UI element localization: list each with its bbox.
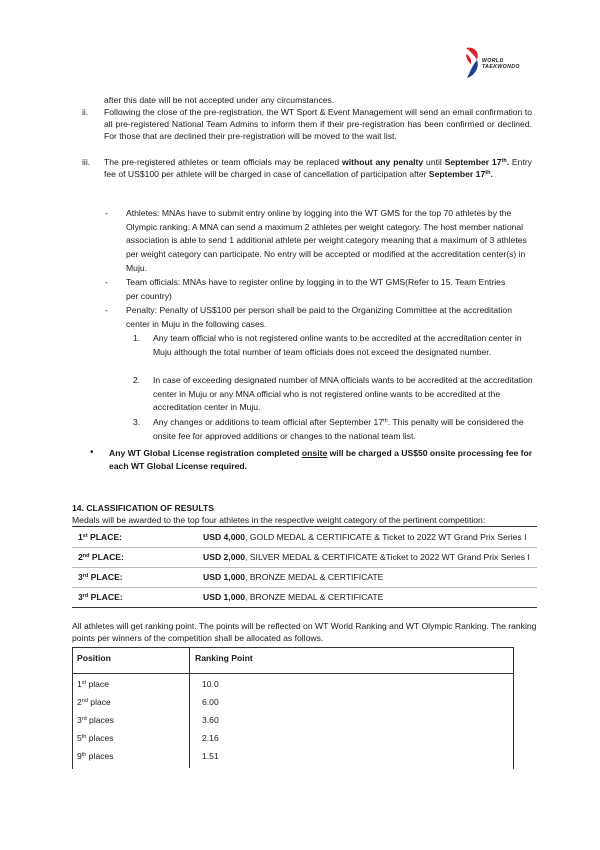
table-row: 5th places 2.16	[72, 732, 514, 750]
table-row: 3rd places 3.60	[72, 714, 514, 732]
column-header: Position	[72, 647, 190, 674]
medal-row: 3rd PLACE: USD 1,000, BRONZE MEDAL & CERTIFICATE	[78, 572, 384, 582]
table-row: 9th places 1.51	[72, 750, 514, 768]
list-item: Athletes: MNAs have to submit entry online by logging into the WT GMS for the top 70 athletes by the Olympic ranking. A MNA can send a maximum 2 athletes per weight category. The host member national association is able to send 1 additional athlete per weight category meaning that a maximum of 3 athletes per weight category can participate. No entry will be accepted or modified at the accreditation center(s) in Muju.	[126, 208, 527, 273]
section-intro: Medals will be awarded to the top four athletes in the respective weight category of the pertinent competition:	[72, 515, 486, 525]
list-item: Penalty: Penalty of US$100 per person shall be paid to the Organizing Committee at the accreditation center in Muju in the following cases.	[126, 305, 512, 329]
continuation-text: after this date will be not accepted under any circumstances.	[104, 95, 335, 105]
list-item: Team officials: MNAs have to register online by logging in to the WT GMS(Refer to 15. Team Entries per country)	[126, 277, 506, 301]
section-heading: 14. CLASSIFICATION OF RESULTS	[72, 503, 214, 513]
list-item: Any changes or additions to team official after September 17th. This penalty will be considered the onsite fee for approved additions or changes to the national team list.	[153, 417, 524, 441]
list-item: Any team official who is not registered online wants to be accredited at the accreditation center in Muju although the total number of team officials does not exceed the designated number.	[153, 333, 522, 357]
table-row: 1st place 10.0	[72, 674, 514, 697]
dash-marker: -	[105, 208, 108, 218]
world-taekwondo-logo	[462, 46, 552, 82]
dash-marker: -	[105, 305, 108, 315]
number-marker: 3.	[133, 417, 141, 427]
list-item: Following the close of the pre-registration, the WT Sport & Event Management will send an email confirmation to all pre-registered National Team Admins to inform them if their pre-registration has been confirmed or declined. For those that are declined their pre-registration will be moved to the wait list.	[104, 107, 532, 142]
list-marker: iii.	[82, 157, 91, 167]
dash-marker: -	[105, 277, 108, 287]
ranking-table	[72, 647, 514, 768]
license-fee-note: Any WT Global License registration completed onsite will be charged a US$50 onsite processing fee for each WT Global License required.	[109, 448, 533, 472]
logo-wordmark: WORLD TAEKWONDO	[482, 58, 520, 70]
row-divider	[72, 587, 537, 588]
row-divider	[72, 567, 537, 568]
ranking-intro: All athletes will get ranking point. The points will be reflected on WT World Ranking and WT Olympic Ranking. The ranking points per winners of the competition shall be allocated as follows.	[72, 621, 537, 644]
column-header: Ranking Point	[190, 647, 515, 674]
row-divider	[72, 547, 537, 548]
medal-row: 1st PLACE: USD 4,000, GOLD MEDAL & CERTIFICATE & Ticket to 2022 WT Grand Prix Series I	[78, 532, 527, 542]
medal-row: 3rd PLACE: USD 1,000, BRONZE MEDAL & CERTIFICATE	[78, 592, 384, 602]
table-rule	[72, 607, 537, 608]
list-marker: ii.	[82, 107, 89, 117]
list-item: In case of exceeding designated number of MNA officials wants to be accredited at the accreditation center in Muju or any MNA official who is not registered online wants to be accredited at the accreditation center in Muju.	[153, 375, 533, 413]
taekwondo-emblem-icon	[462, 46, 484, 80]
list-item: The pre-registered athletes or team officials may be replaced without any penalty until September 17th. Entry fee of US$100 per athlete will be charged in case of cancellation of participation after September 17th.	[104, 157, 532, 180]
bullet-marker: •	[90, 447, 94, 458]
number-marker: 1.	[133, 333, 141, 343]
medal-row: 2nd PLACE: USD 2,000, SILVER MEDAL & CERTIFICATE &Ticket to 2022 WT Grand Prix Series I	[78, 552, 530, 562]
table-rule	[72, 526, 537, 527]
number-marker: 2.	[133, 375, 141, 385]
table-row: 2nd place 6.00	[72, 696, 514, 714]
